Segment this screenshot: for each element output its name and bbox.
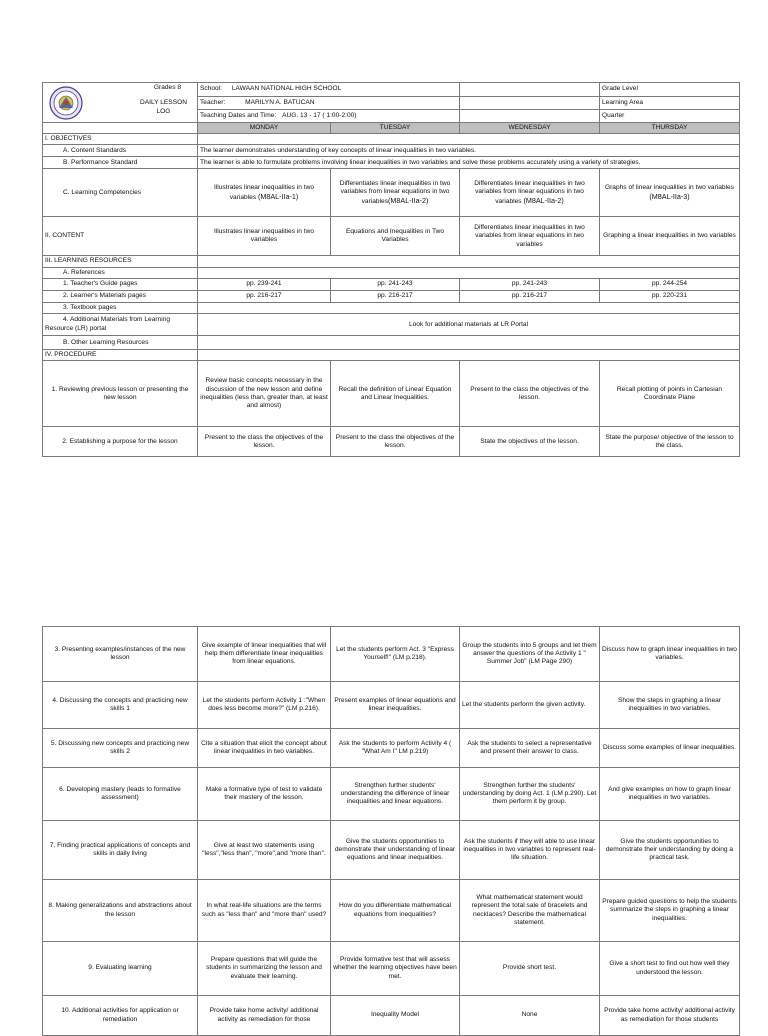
dates-blank-cell [460,110,600,123]
day-thursday: THURSDAY [600,123,740,134]
header-logo-cell [43,83,198,123]
resources-heading: III. LEARNING RESOURCES [43,256,198,267]
procedure-cell: Provide formative test that will assess whether the learning objectives have been met. [331,942,460,996]
teacher-label: Teacher: [200,98,226,106]
procedure-cell: Group the students into 5 groups and let them answer the questions of the Activity 1 " Summer Job" (LM Page 290) [460,627,600,682]
procedure-row-label: 5. Discussing new concepts and practicing new skills 2 [43,729,198,768]
grade-text: Grades 8 [153,84,181,91]
objectives-heading: I. OBJECTIVES [43,134,198,145]
teacher-value: MARILYN A. BATUCAN [245,98,315,106]
school-blank-cell [460,83,600,97]
procedure-cell: How do you differentiate mathematical equations from inequalities? [331,880,460,942]
textbook-label: 3. Textbook pages [43,302,198,313]
procedure-row-label: 3. Presenting examples/instances of the new lesson [43,627,198,682]
resources-heading-blank [198,256,740,267]
tg-wednesday: pp. 241-243 [460,278,600,290]
teacher-blank-cell [460,97,600,110]
grade-level-label: Grade Level [600,83,740,97]
procedure-cell: Ask the students to select a representative and present their answer to class. [460,729,600,768]
procedure-cell: Present examples of linear equations and linear inequalities. [331,682,460,729]
procedure-cell: State the objectives of the lesson. [460,427,600,457]
procedure-cell: Let the students perform Act. 3 "Express Yourself!" (LM p.218). [331,627,460,682]
procedure-cell: Strengthen further the students' understanding by doing Act. 1 (LM p.290). Let them perform it by group. [460,768,600,821]
lm-tuesday: pp. 216-217 [331,290,460,302]
procedure-cell: Review basic concepts necessary in the discussion of the new lesson and define inequalities (less than, greater than, at least and almost) [198,361,331,427]
competency-wednesday: Differentiates linear inequalities in two variables from linear equations in two variables (M8AL-IIa-2) [460,169,600,217]
performance-standard-label: B. Performance Standard [43,157,198,169]
procedure-cell: Make a formative type of test to validate their mastery of the lesson. [198,768,331,821]
procedure-row-label: 8. Making generalizations and abstractions about the lesson [43,880,198,942]
learning-area-label: Learning Area [600,97,740,110]
procedure-cell: What mathematical statement would represent the total sale of bracelets and necklaces? Describe the mathematical statement. [460,880,600,942]
content-standards-label: A. Content Standards [43,145,198,157]
procedure-cell: Give example of linear inequalities that will help them differentiate linear inequalities from linear equations. [198,627,331,682]
procedure-cell: Prepare guided questions to help the students summarize the steps in graphing a linear inequalities. [600,880,740,942]
tg-tuesday: pp. 241-243 [331,278,460,290]
content-standards-text: The learner demonstrates understanding of key concepts of linear inequalities in two variables. [198,145,740,157]
tg-thursday: pp. 244-254 [600,278,740,290]
procedure-cell: State the purpose/ objective of the lesson to the class. [600,427,740,457]
competency-monday: Illustrates linear inequalities in two variables (M8AL-IIa-1) [198,169,331,217]
procedure-cell: Prepare questions that will guide the students in summarizing the lesson and evaluate their learning. [198,942,331,996]
lesson-log-table-top [42,82,740,457]
content-tuesday: Equations and Inequalities in Two Variables [331,217,460,256]
procedure-cell: Ask the students to perform Activity 4 ( "What Am I" LM p.219) [331,729,460,768]
content-thursday: Graphing a linear inequalities in two variables [600,217,740,256]
teachers-guide-label: 1. Teacher's Guide pages [43,278,198,290]
procedure-cell: Let the students perform the given activity. [460,682,600,729]
additional-materials-text: Look for additional materials at LR Portal [198,314,740,336]
content-monday: Illustrates linear inequalities in two variables [198,217,331,256]
lm-wednesday: pp. 216-217 [460,290,600,302]
textbook-blank [198,302,740,313]
procedure-cell: Give the students opportunities to demonstrate their understanding by doing a practical task. [600,821,740,880]
procedure-cell: None [460,996,600,1036]
procedure-cell: Provide short test. [460,942,600,996]
other-resources-blank [198,336,740,350]
school-label: School: [200,85,222,93]
procedure-cell: Provide take home activity/ additional activity as remediation for those [198,996,331,1036]
competency-thursday: Graphs of linear inequalities in two variables (M8AL-IIa-3) [600,169,740,217]
quarter-label: Quarter [600,110,740,123]
objectives-heading-blank [198,134,740,145]
school-cell [198,83,460,97]
references-label: A. References [43,267,198,278]
procedure-heading-blank [198,350,740,361]
log-title-line2: LOG [156,107,171,115]
procedure-row-label: 4. Discussing the concepts and practicing new skills 1 [43,682,198,729]
procedure-row-label: 9. Evaluating learning [43,942,198,996]
competency-tuesday: Differentiates linear inequalities in two variables from linear equations in two variables(M8AL-IIa-2) [331,169,460,217]
deped-seal-icon [49,86,83,120]
dates-cell [198,110,460,123]
days-blank-cell [43,123,198,134]
procedure-row-label: 1. Reviewing previous lesson or presenting the new lesson [43,361,198,427]
procedure-cell: Inequality Model [331,996,460,1036]
other-resources-label: B. Other Learning Resources [43,336,198,350]
teacher-cell [198,97,460,110]
procedure-cell: In what real-life situations are the terms such as "less than" and "more than" used? [198,880,331,942]
procedure-cell: Present to the class the objectives of the lesson. [198,427,331,457]
day-monday: MONDAY [198,123,331,134]
content-label: II. CONTENT [43,217,198,256]
content-wednesday: Differentiates linear inequalities in two variables from linear equations in two variables [460,217,600,256]
day-tuesday: TUESDAY [331,123,460,134]
dates-label: Teaching Dates and Time: [200,111,277,119]
lm-thursday: pp. 220-231 [600,290,740,302]
lesson-log-table-bottom [42,626,740,1036]
learning-competencies-label: C. Learning Competencies [43,169,198,217]
day-wednesday: WEDNESDAY [460,123,600,134]
procedure-cell: Present to the class the objectives of the lesson. [331,427,460,457]
log-title-line1: DAILY LESSON [139,99,187,106]
procedure-heading: IV. PROCEDURE [43,350,198,361]
procedure-cell: Recall plotting of points in Cartesian Coordinate Plane [600,361,740,427]
procedure-row-label: 6. Developing mastery (leads to formative assessment) [43,768,198,821]
dates-value: AUG. 13 - 17 ( 1:00-2:00) [282,111,357,119]
references-blank [198,267,740,278]
procedure-row-label: 10. Additional activities for application or remediation [43,996,198,1036]
procedure-cell: Provide take home activity/ additional activity as remediation for those students [600,996,740,1036]
procedure-cell: And give examples on how to graph linear inequalities in two variables. [600,768,740,821]
tg-monday: pp. 239-241 [198,278,331,290]
procedure-cell: Give the students opportunities to demonstrate their understanding of linear equations and linear inequalities. [331,821,460,880]
procedure-cell: Present to the class the objectives of the lesson. [460,361,600,427]
procedure-cell: Strengthen further students' understanding the difference of linear inequalities and linear equations. [331,768,460,821]
procedure-cell: Cite a situation that elicit the concept about linear inequalities in two variables. [198,729,331,768]
performance-standard-text: The learner is able to formulate problems involving linear inequalities in two variables and solve these problems accurately using a variety of strategies. [198,157,740,169]
procedure-row-label: 7. Finding practical applications of concepts and skills in daily living [43,821,198,880]
procedure-row-label: 2. Establishing a purpose for the lesson [43,427,198,457]
lm-monday: pp. 216-217 [198,290,331,302]
procedure-cell: Ask the students if they will able to use linear inequalities in two variables to represent real-life situation. [460,821,600,880]
additional-materials-label: 4. Additional Materials from Learning Resource (LR) portal [43,314,198,336]
procedure-cell: Recall the definition of Linear Equation and Linear Inequalities. [331,361,460,427]
procedure-cell: Let the students perform Activity 1 :"When does less become more?" (LM p.216). [198,682,331,729]
procedure-cell: Give a short test to find out how well they understood the lesson. [600,942,740,996]
procedure-cell: Discuss how to graph linear inequalities in two variables. [600,627,740,682]
school-value: LAWAAN NATIONAL HIGH SCHOOL [231,85,342,93]
procedure-cell: Show the steps in graphing a linear inequalities in two variables. [600,682,740,729]
learners-materials-label: 2. Learner's Materials pages [43,290,198,302]
procedure-cell: Give at least two statements using "less","less than", "more",and "more than". [198,821,331,880]
procedure-cell: Discuss some examples of linear inequalities. [600,729,740,768]
